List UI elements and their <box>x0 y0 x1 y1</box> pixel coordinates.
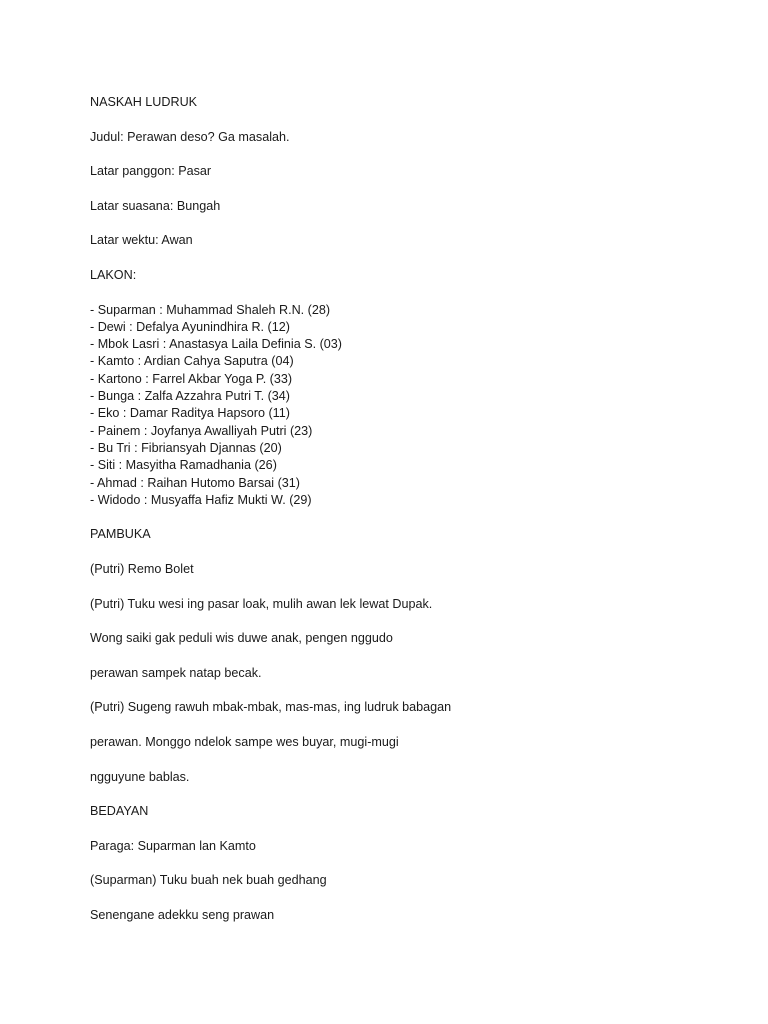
latar-wektu-line: Latar wektu: Awan <box>90 233 193 248</box>
cast-item: - Ahmad : Raihan Hutomo Barsai (31) <box>90 475 300 490</box>
cast-item: - Painem : Joyfanya Awalliyah Putri (23) <box>90 423 313 438</box>
pambuka-line: ngguyune bablas. <box>90 769 190 784</box>
judul-line: Judul: Perawan deso? Ga masalah. <box>90 129 290 144</box>
pambuka-line: perawan. Monggo ndelok sampe wes buyar, mugi-mugi <box>90 734 399 749</box>
pambuka-line: (Putri) Remo Bolet <box>90 562 194 577</box>
pambuka-line: Wong saiki gak peduli wis duwe anak, pengen nggudo <box>90 631 393 646</box>
bedayan-line: Senengane adekku seng prawan <box>90 907 275 922</box>
bedayan-heading: BEDAYAN <box>90 804 149 819</box>
cast-item: - Eko : Damar Raditya Hapsoro (11) <box>90 406 290 421</box>
pambuka-line: (Putri) Sugeng rawuh mbak-mbak, mas-mas, ing ludruk babagan <box>90 700 452 715</box>
cast-item: - Kartono : Farrel Akbar Yoga P. (33) <box>90 371 293 386</box>
cast-item: - Mbok Lasri : Anastasya Laila Definia S. (03) <box>90 337 342 352</box>
cast-item: - Bunga : Zalfa Azzahra Putri T. (34) <box>90 389 290 404</box>
cast-list <box>90 302 730 510</box>
document-body <box>90 94 730 942</box>
cast-item: - Siti : Masyitha Ramadhania (26) <box>90 458 277 473</box>
cast-item: - Widodo : Musyaffa Hafiz Mukti W. (29) <box>90 492 312 507</box>
pambuka-line: perawan sampek natap becak. <box>90 665 262 680</box>
pambuka-line: (Putri) Tuku wesi ing pasar loak, mulih awan lek lewat Dupak. <box>90 596 433 611</box>
bedayan-line: Paraga: Suparman lan Kamto <box>90 838 256 853</box>
document-heading: NASKAH LUDRUK <box>90 95 198 109</box>
latar-panggon-line: Latar panggon: Pasar <box>90 164 212 179</box>
bedayan-line: (Suparman) Tuku buah nek buah gedhang <box>90 873 327 888</box>
lakon-heading: LAKON: <box>90 267 137 282</box>
pambuka-heading: PAMBUKA <box>90 527 151 542</box>
cast-item: - Bu Tri : Fibriansyah Djannas (20) <box>90 440 282 455</box>
cast-item: - Kamto : Ardian Cahya Saputra (04) <box>90 354 294 369</box>
cast-item: - Suparman : Muhammad Shaleh R.N. (28) <box>90 302 331 317</box>
cast-item: - Dewi : Defalya Ayunindhira R. (12) <box>90 319 290 334</box>
latar-suasana-line: Latar suasana: Bungah <box>90 198 221 213</box>
